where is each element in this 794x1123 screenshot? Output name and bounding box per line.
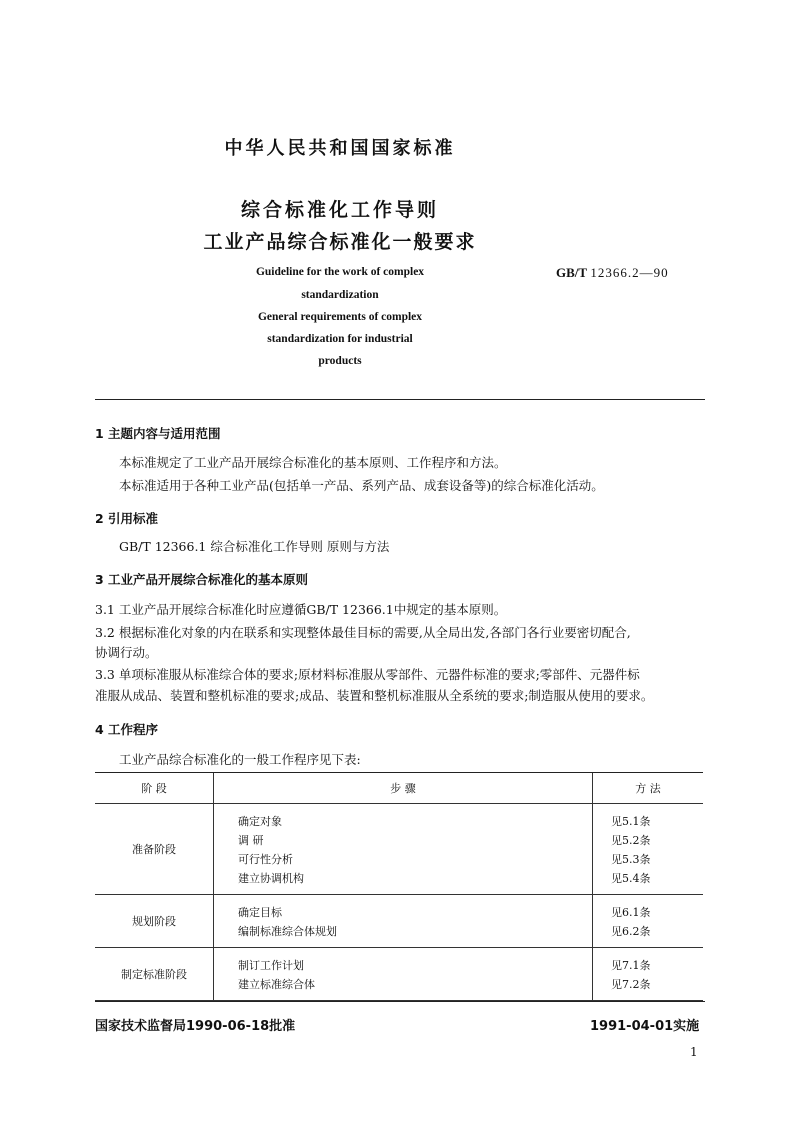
clause-3-1: 3.1 工业产品开展综合标准化时应遵循GB/T 12366.1中规定的基本原则。 xyxy=(95,602,507,617)
step-item: 可行性分析 xyxy=(238,853,293,866)
clause-3-2-line1: 3.2 根据标准化对象的内在联系和实现整体最佳目标的需要,从全局出发,各部门各行业要密切配合, xyxy=(95,625,631,640)
standard-code-number: 12366.2—90 xyxy=(590,265,669,280)
methods-cell xyxy=(593,948,704,1001)
clause-3-3-line2: 准服从成品、装置和整机标准的要求;成品、装置和整机标准服从全系统的要求;制造服从使用的要求。 xyxy=(95,688,654,703)
method-item: 见5.3条 xyxy=(611,853,651,866)
step-item: 制订工作计划 xyxy=(238,959,304,972)
method-item: 见7.2条 xyxy=(611,978,651,991)
method-item: 见6.2条 xyxy=(611,925,651,938)
steps-cell xyxy=(214,895,593,948)
stage-cell: 规划阶段 xyxy=(95,895,214,948)
english-title-line5: products xyxy=(318,355,362,367)
footer-divider xyxy=(95,1001,705,1002)
header-stage: 阶 段 xyxy=(95,773,214,804)
method-item: 见5.2条 xyxy=(611,834,651,847)
english-title-line4: standardization for industrial xyxy=(267,333,413,345)
section-1-paragraph-2: 本标准适用于各种工业产品(包括单一产品、系列产品、成套设备等)的综合标准化活动。 xyxy=(119,478,604,493)
section-4-heading: 4 工作程序 xyxy=(95,722,159,737)
stage-cell: 制定标准阶段 xyxy=(95,948,214,1001)
step-item: 确定对象 xyxy=(238,815,282,828)
header-method: 方 法 xyxy=(593,773,704,804)
step-item: 编制标准综合体规划 xyxy=(238,925,337,938)
step-item: 调 研 xyxy=(238,834,264,847)
step-item: 建立协调机构 xyxy=(238,872,304,885)
methods-cell xyxy=(593,895,704,948)
method-item: 见6.1条 xyxy=(611,906,651,919)
table-row xyxy=(95,895,703,948)
section-2-reference: GB/T 12366.1 综合标准化工作导则 原则与方法 xyxy=(119,539,390,554)
step-item: 建立标准综合体 xyxy=(238,978,315,991)
steps-cell xyxy=(214,948,593,1001)
effective-date: 1991-04-01实施 xyxy=(590,1019,700,1034)
english-title-line3: General requirements of complex xyxy=(257,311,423,323)
section-4-intro: 工业产品综合标准化的一般工作程序见下表: xyxy=(119,752,361,767)
section-3-heading: 3 工业产品开展综合标准化的基本原则 xyxy=(95,572,309,587)
method-item: 见7.1条 xyxy=(611,959,651,972)
table-header-row xyxy=(95,773,703,804)
document-title-line2: 工业产品综合标准化一般要求 xyxy=(203,231,477,253)
table-row xyxy=(95,804,703,895)
standard-code-prefix: GB/T xyxy=(556,265,588,280)
header-steps: 步 骤 xyxy=(214,773,593,804)
section-2-heading: 2 引用标准 xyxy=(95,511,159,526)
method-item: 见5.4条 xyxy=(611,872,651,885)
english-title-line2: standardization xyxy=(301,289,379,301)
method-item: 见5.1条 xyxy=(611,815,651,828)
page-number: 1 xyxy=(690,1045,698,1059)
step-item: 确定目标 xyxy=(238,906,282,919)
work-procedure-table xyxy=(95,773,703,1001)
clause-3-3-line1: 3.3 单项标准服从标准综合体的要求;原材料标准服从零部件、元器件标准的要求;零部件、元器件标 xyxy=(95,667,640,682)
standard-code xyxy=(556,265,669,281)
clause-3-2-line2: 协调行动。 xyxy=(95,645,158,660)
country-standard-title: 中华人民共和国国家标准 xyxy=(224,138,456,159)
header-divider xyxy=(95,399,705,400)
stage-cell: 准备阶段 xyxy=(95,804,214,895)
section-1-paragraph-1: 本标准规定了工业产品开展综合标准化的基本原则、工作程序和方法。 xyxy=(119,455,507,470)
approval-date: 国家技术监督局1990-06-18批准 xyxy=(95,1019,296,1034)
section-1-heading: 1 主题内容与适用范围 xyxy=(95,426,221,441)
table-row xyxy=(95,948,703,1001)
english-title-line1: Guideline for the work of complex xyxy=(255,266,425,278)
document-title-line1: 综合标准化工作导则 xyxy=(240,199,439,221)
methods-cell xyxy=(593,804,704,895)
steps-cell xyxy=(214,804,593,895)
